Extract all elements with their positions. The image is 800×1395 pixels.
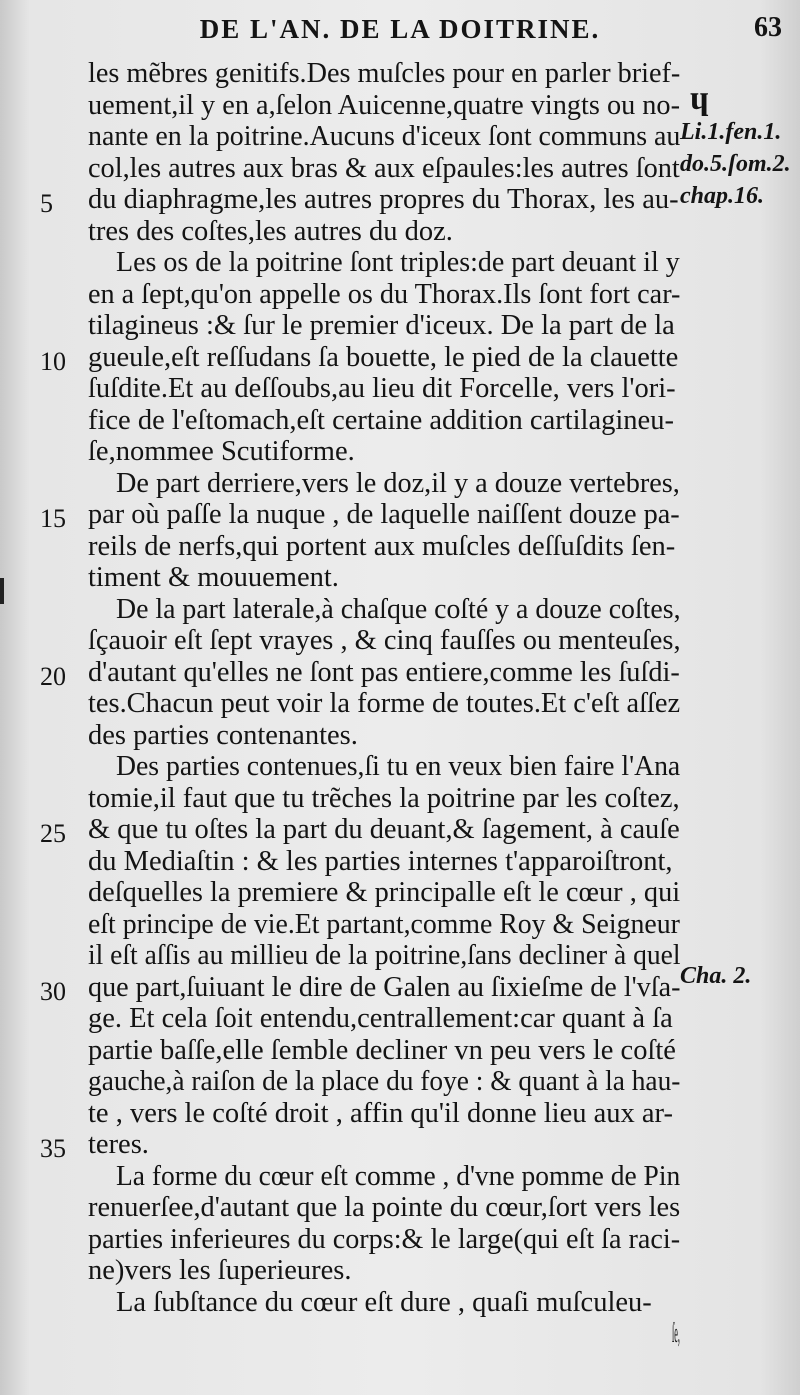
text-line: ſe,nommee Scutiforme. [88, 436, 355, 467]
text-line: Les os de la poitrine ſont triples:de part deuant il y [116, 247, 680, 278]
page-number: 63 [754, 12, 782, 43]
text-line: ſe, [672, 1318, 680, 1349]
text-line: De part derriere,vers le doz,il y a douze vertebres, [116, 467, 680, 499]
text-line: te , vers le coſté droit , affin qu'il donne lieu aux ar- [88, 1097, 673, 1129]
text-line: La ſubſtance du cœur eſt dure , quaſi muſculeu- [116, 1286, 652, 1318]
text-line: que part,ſuiuant le dire de Galen au ſixieſme de l'vſa- [88, 971, 681, 1003]
text-line: tres des coſtes,les autres du doz. [88, 215, 453, 247]
text-line: gauche,à raiſon de la place du foye : & quant à la hau- [88, 1066, 681, 1097]
text-line: ne)vers les ſuperieures. [88, 1255, 352, 1286]
text-line: par où paſſe la nuque , de laquelle naiſſent douze pa- [88, 499, 680, 530]
text-line: tomie,il faut que tu trẽches la poitrine par les coſtez, [88, 782, 680, 814]
text-line: De la part laterale,à chaſque coſté y a douze coſtes, [116, 593, 681, 625]
text-line: des parties contenantes. [88, 719, 358, 751]
text-line: du Mediaſtin : & les parties internes t'apparoiſtront, [88, 845, 673, 877]
text-line: ſuſdite.Et au deſſoubs,au lieu dit Forcelle, vers l'ori- [88, 373, 676, 404]
text-line: parties inferieures du corps:& le large(qui eſt ſa raci- [88, 1223, 681, 1255]
margin-note: Cha. 2. [680, 963, 752, 989]
line-number: 5 [40, 189, 53, 218]
text-line: ſçauoir eſt ſept vrayes , & cinq fauſſes ou menteuſes, [88, 625, 681, 656]
running-title: DE L'AN. DE LA DOITRINE. [199, 14, 601, 44]
text-line: d'autant qu'elles ne ſont pas entiere,comme les ſuſdi- [88, 656, 680, 688]
margin-note: Li.1.fen.1. [680, 119, 782, 145]
text-line: nante en la poitrine.Aucuns d'iceux ſont communs au [88, 121, 681, 152]
text-line: col,les autres aux bras & aux eſpaules:les autres ſont [88, 152, 680, 184]
text-line: Des parties contenues,ſi tu en veux bien faire l'Ana [116, 751, 681, 782]
line-number: 30 [40, 976, 66, 1006]
text-line: les mẽbres genitifs.Des muſcles pour en parler brief- [88, 58, 681, 89]
text-line: uement,il y en a,ſelon Auicenne,quatre vingts ou no- [88, 89, 680, 121]
text-line: en a ſept,qu'on appelle os du Thorax.Ils ſont fort car- [88, 278, 681, 310]
text-line: timent & mouuement. [88, 562, 339, 593]
text-line: reils de nerfs,qui portent aux muſcles deſſuſdits ſen- [88, 530, 676, 562]
text-line: renuerſee,d'autant que la pointe du cœur,ſort vers les [88, 1192, 681, 1223]
flourish-icon: ɥ [690, 80, 709, 117]
text-line: il eſt aſſis au millieu de la poitrine,ſans decliner à quel [88, 940, 681, 971]
text-line: deſquelles la premiere & principalle eſt le cœur , qui [88, 877, 681, 908]
line-number: 35 [40, 1134, 66, 1163]
margin-note: do.5.ſom.2. [680, 151, 791, 177]
text-line: eſt principe de vie.Et partant,comme Roy & Seigneur [88, 908, 680, 940]
page-edge-mark [0, 578, 4, 604]
line-number: 10 [40, 346, 66, 376]
text-line: tes.Chacun peut voir la forme de toutes.Et c'eſt aſſez [88, 688, 681, 719]
text-line: partie baſſe,elle ſemble decliner vn peu vers le coſté [88, 1034, 676, 1066]
text-line: teres. [88, 1129, 149, 1160]
text-line: ge. Et cela ſoit entendu,centrallement:car quant à ſa [88, 1003, 673, 1034]
line-number: 20 [40, 661, 66, 691]
text-line: fice de l'eſtomach,eſt certaine addition cartilagineu- [88, 404, 674, 436]
line-number: 15 [40, 504, 66, 533]
text-line: tilagineus :& ſur le premier d'iceux. De la part de la [88, 310, 675, 341]
margin-note: chap.16. [680, 183, 764, 209]
line-number: 25 [40, 819, 66, 848]
text-line: du diaphragme,les autres propres du Thorax, les au- [88, 184, 679, 215]
text-line: & que tu oſtes la part du deuant,& ſagement, à cauſe [88, 814, 680, 845]
text-line: La forme du cœur eſt comme , d'vne pomme de Pin [116, 1160, 681, 1192]
text-line: gueule,eſt reſſudans ſa bouette, le pied de la clauette [88, 341, 679, 373]
